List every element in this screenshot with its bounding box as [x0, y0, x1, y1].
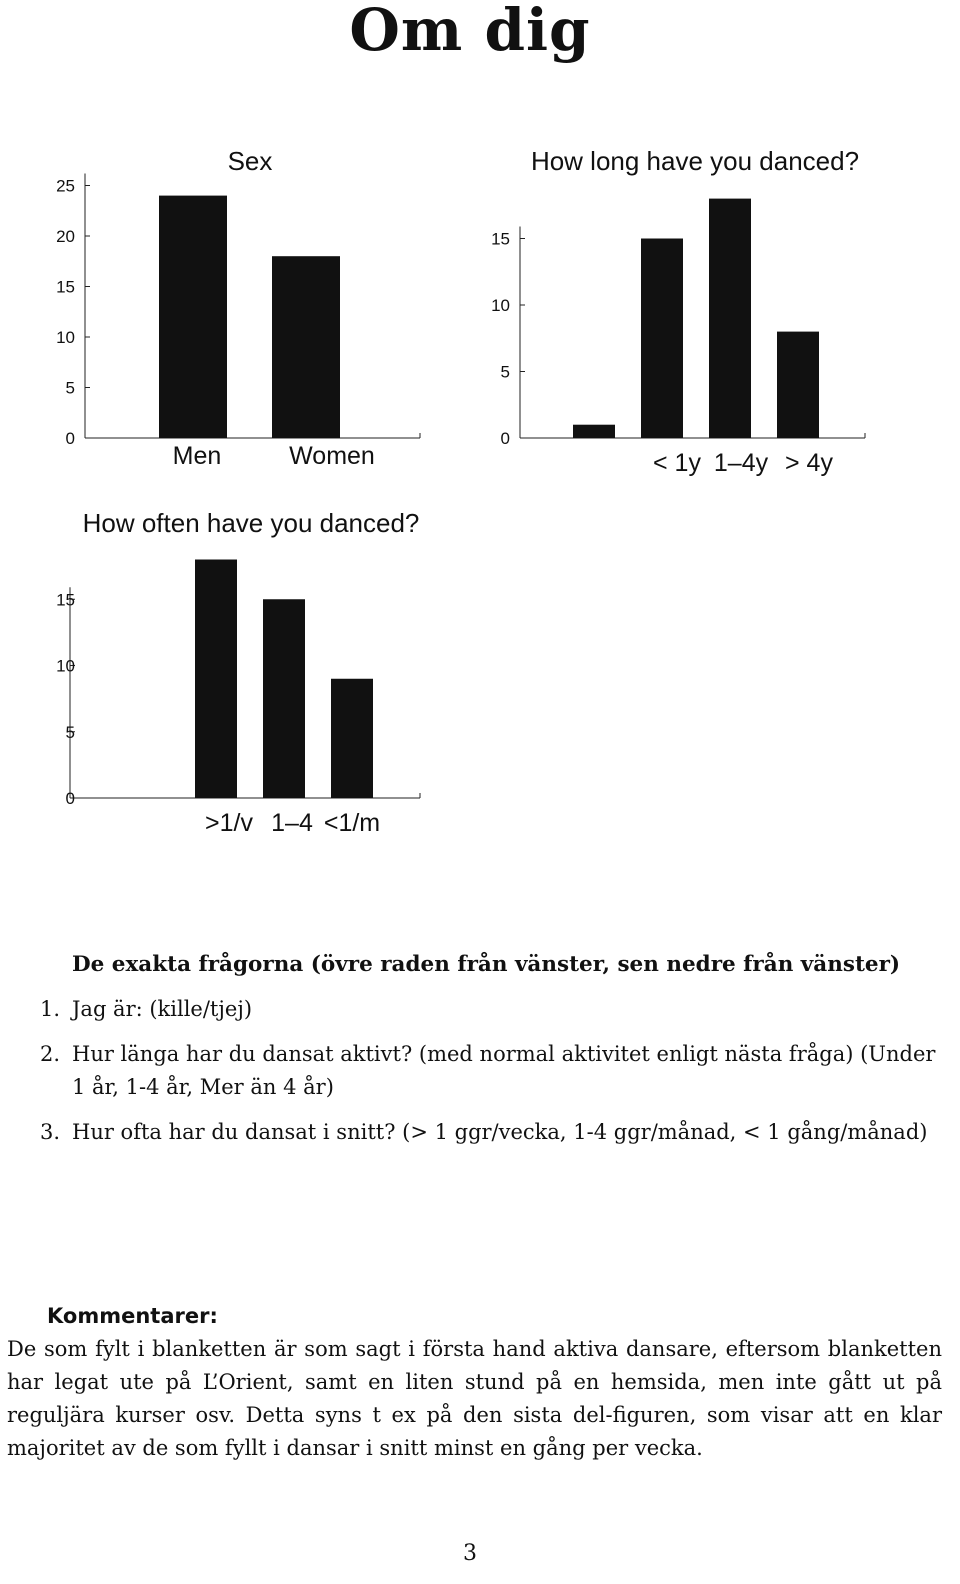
duration-chart — [470, 140, 890, 480]
bars — [159, 196, 340, 438]
y-tick-label: 0 — [65, 429, 75, 448]
y-tick-label: 0 — [500, 429, 510, 448]
y-tick-label: 0 — [65, 789, 75, 808]
question-item — [40, 1038, 955, 1104]
x-tick-label: < 1y — [653, 449, 701, 477]
frequency-chart — [0, 500, 440, 840]
x-tick-label: 1–4y — [713, 449, 769, 477]
x-tick-labels — [205, 809, 380, 837]
x-tick-labels — [173, 442, 375, 470]
x-tick-label: > 4y — [785, 449, 833, 477]
x-tick-labels — [653, 449, 833, 477]
bar — [777, 332, 819, 438]
bar — [709, 199, 751, 438]
chart-title: How often have you danced? — [82, 508, 420, 538]
page-title: Om dig — [349, 0, 591, 64]
y-tick-label: 25 — [56, 176, 75, 196]
questions-heading: De exakta frågorna (övre raden från vänster, sen nedre från vänster) — [72, 952, 901, 977]
bar — [641, 239, 683, 439]
question-text: Hur ofta har du dansat i snitt? (> 1 ggr/vecka, 1-4 ggr/månad, < 1 gång/månad) — [72, 1120, 928, 1144]
x-tick-label: 1–4 — [271, 809, 313, 837]
question-item — [40, 1116, 955, 1149]
question-number: 3. — [40, 1120, 61, 1144]
y-tick-label: 15 — [56, 277, 75, 297]
bar — [195, 560, 237, 799]
y-tick-label: 15 — [56, 590, 75, 610]
bars — [573, 199, 819, 438]
y-tick-label: 15 — [491, 229, 510, 249]
question-item — [40, 993, 955, 1026]
bar — [331, 679, 373, 798]
question-text: Jag är: (kille/tjej) — [72, 997, 253, 1021]
chart-title: How long have you danced? — [530, 146, 860, 176]
y-tick-label: 5 — [500, 362, 510, 382]
bar — [272, 256, 340, 438]
x-tick-label: Women — [289, 442, 375, 470]
y-tick-label: 20 — [56, 227, 75, 246]
x-tick-label: Men — [172, 442, 222, 470]
y-tick-label: 10 — [491, 296, 510, 315]
x-tick-label: >1/v — [205, 809, 253, 837]
y-tick-label: 10 — [56, 328, 75, 347]
comments-section — [7, 1300, 942, 1465]
y-tick-label: 5 — [65, 722, 75, 742]
question-text: Hur länga har du dansat aktivt? (med normal aktivitet enligt nästa fråga) (Under 1 år, 1-4 år, Mer än 4 år) — [72, 1042, 936, 1099]
y-axis — [56, 174, 420, 449]
x-tick-label: <1/m — [323, 809, 381, 837]
chart-title: Sex — [227, 146, 273, 176]
question-number: 2. — [40, 1042, 61, 1066]
comments-heading: Kommentarer: — [47, 1304, 218, 1328]
bar — [263, 599, 305, 798]
bar — [573, 425, 615, 438]
questions-section — [40, 948, 955, 1149]
y-tick-label: 5 — [65, 378, 75, 398]
bars — [195, 560, 373, 799]
y-tick-label: 10 — [56, 656, 75, 676]
question-number: 1. — [40, 997, 61, 1021]
page-number: 3 — [463, 1541, 477, 1566]
sex-chart — [0, 140, 440, 480]
bar — [159, 196, 227, 438]
comments-body: De som fylt i blanketten är som sagt i första hand aktiva dansare, eftersom blanketten har legat ute på L’Orient, samt en liten stund på en hemsida, men inte gått ut på reguljära kurser osv. Detta syns t ex på den sista del-figuren, som visar att en klar majoritet av de som fyllt i dansar i snitt minst en gång per vecka. — [7, 1337, 942, 1460]
